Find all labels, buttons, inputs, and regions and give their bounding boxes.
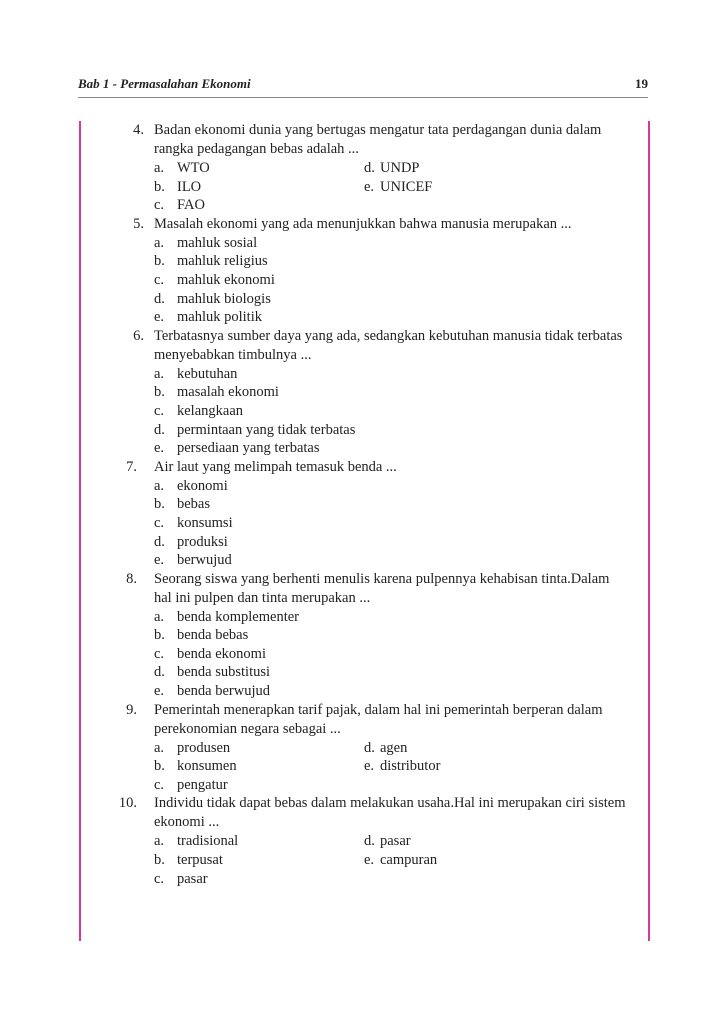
option-text: distributor: [380, 758, 441, 775]
option-text: UNDP: [380, 160, 420, 176]
option-letter: d.: [364, 160, 375, 176]
option-text: masalah ekonomi: [177, 384, 279, 401]
answer-option-row: [0, 234, 728, 253]
option-text: UNICEF: [380, 178, 433, 195]
answer-option-row: [0, 439, 728, 458]
option-letter: a.: [154, 234, 165, 251]
question-line: [0, 589, 728, 608]
question-line: [0, 458, 728, 477]
answer-option-row: [0, 551, 728, 570]
option-text: WTO: [177, 160, 210, 176]
question-text: Air laut yang melimpah temasuk benda ...: [154, 458, 397, 475]
option-text: pasar: [177, 870, 208, 887]
page-number: 19: [635, 76, 648, 91]
option-text: konsumsi: [177, 514, 233, 531]
option-letter: e.: [154, 552, 165, 569]
question-item: [0, 701, 728, 795]
option-text: benda substitusi: [177, 664, 271, 681]
answer-option-row: [0, 626, 728, 645]
option-text: konsumen: [177, 758, 237, 775]
answer-option-row: [0, 870, 728, 889]
question-line: [0, 327, 728, 346]
option-text: benda bebas: [177, 627, 249, 644]
answer-option-row: [0, 178, 728, 197]
option-text: bebas: [177, 496, 211, 513]
page-header: [78, 76, 648, 96]
question-text: rangka pedagangan bebas adalah ...: [154, 141, 359, 157]
answer-option-row: [0, 290, 728, 309]
option-letter: b.: [154, 384, 165, 401]
option-text: pasar: [380, 833, 411, 850]
option-text: kelangkaan: [177, 402, 244, 419]
option-letter: b.: [154, 627, 165, 644]
option-letter: c.: [154, 514, 165, 531]
option-letter: c.: [154, 271, 165, 288]
option-text: tradisional: [177, 833, 239, 850]
option-text: benda ekonomi: [177, 645, 266, 662]
answer-option-row: [0, 832, 728, 851]
question-text: Masalah ekonomi yang ada menunjukkan bahwa manusia merupakan ...: [154, 215, 572, 232]
option-letter: d.: [154, 290, 165, 307]
question-line: [0, 121, 728, 140]
answer-option-row: [0, 776, 728, 795]
answer-option-row: [0, 533, 728, 552]
question-line: [0, 570, 728, 589]
option-text: produksi: [177, 533, 228, 550]
option-letter: a.: [154, 739, 165, 756]
question-text: ekonomi ...: [154, 814, 220, 831]
option-text: permintaan yang tidak terbatas: [177, 421, 356, 438]
answer-option-row: [0, 271, 728, 290]
question-list: [0, 121, 728, 888]
option-letter: e.: [154, 440, 165, 457]
option-text: FAO: [177, 197, 205, 214]
option-letter: e.: [154, 309, 165, 326]
option-text: ekonomi: [177, 477, 228, 494]
option-letter: b.: [154, 253, 165, 270]
option-text: mahluk ekonomi: [177, 271, 275, 288]
option-text: mahluk sosial: [177, 234, 258, 251]
option-letter: d.: [364, 739, 375, 756]
answer-option-row: [0, 252, 728, 271]
answer-option-row: [0, 682, 728, 701]
question-line: [0, 215, 728, 234]
option-letter: b.: [154, 496, 165, 513]
answer-option-row: [0, 608, 728, 627]
chapter-title: Bab 1 - Permasalahan Ekonomi: [78, 76, 251, 91]
question-text: Terbatasnya sumber daya yang ada, sedangkan kebutuhan manusia tidak terbatas: [154, 327, 623, 344]
option-text: berwujud: [177, 552, 232, 569]
question-line: [0, 140, 728, 159]
option-letter: e.: [154, 683, 165, 700]
option-text: benda berwujud: [177, 683, 271, 700]
option-text: mahluk politik: [177, 309, 262, 326]
answer-option-row: [0, 851, 728, 870]
question-text: perekonomian negara sebagai ...: [154, 720, 341, 737]
option-text: terpusat: [177, 852, 223, 869]
question-number: 10.: [118, 795, 137, 812]
question-text: Individu tidak dapat bebas dalam melakukan usaha.Hal ini merupakan ciri sistem: [154, 795, 626, 812]
answer-option-row: [0, 196, 728, 215]
question-item: [0, 327, 728, 458]
answer-option-row: [0, 421, 728, 440]
answer-option-row: [0, 402, 728, 421]
question-item: [0, 121, 728, 215]
question-line: [0, 701, 728, 720]
option-text: benda komplementer: [177, 608, 299, 625]
answer-option-row: [0, 308, 728, 327]
option-letter: b.: [154, 852, 165, 869]
question-number: 6.: [133, 327, 144, 344]
option-letter: c.: [154, 197, 165, 214]
option-letter: e.: [364, 852, 375, 869]
option-letter: d.: [154, 421, 165, 438]
option-text: produsen: [177, 739, 231, 756]
question-number: 5.: [133, 215, 144, 232]
option-letter: b.: [154, 178, 165, 195]
option-letter: c.: [154, 776, 165, 793]
question-line: [0, 720, 728, 739]
option-letter: d.: [154, 533, 165, 550]
option-letter: a.: [154, 365, 165, 382]
question-text: menyebabkan timbulnya ...: [154, 346, 312, 363]
option-letter: c.: [154, 402, 165, 419]
question-number: 8.: [126, 570, 137, 587]
option-letter: c.: [154, 645, 165, 662]
question-item: [0, 215, 728, 327]
option-text: mahluk biologis: [177, 290, 271, 307]
question-item: [0, 794, 728, 888]
option-text: agen: [380, 739, 408, 756]
option-text: pengatur: [177, 776, 228, 793]
question-text: Badan ekonomi dunia yang bertugas mengatur tata perdagangan dunia dalam: [154, 122, 602, 138]
header-divider: [78, 97, 648, 98]
answer-option-row: [0, 663, 728, 682]
option-letter: e.: [364, 178, 375, 195]
answer-option-row: [0, 739, 728, 758]
answer-option-row: [0, 383, 728, 402]
option-text: campuran: [380, 852, 438, 869]
question-number: 7.: [126, 458, 137, 475]
option-text: kebutuhan: [177, 365, 238, 382]
option-letter: d.: [154, 664, 165, 681]
question-item: [0, 570, 728, 701]
option-letter: a.: [154, 608, 165, 625]
question-line: [0, 813, 728, 832]
option-letter: a.: [154, 477, 165, 494]
answer-option-row: [0, 757, 728, 776]
question-item: [0, 458, 728, 570]
option-letter: d.: [364, 833, 375, 850]
question-line: [0, 794, 728, 813]
option-letter: e.: [364, 758, 375, 775]
option-letter: a.: [154, 160, 165, 176]
question-text: Seorang siswa yang berhenti menulis karena pulpennya kehabisan tinta.Dalam: [154, 570, 610, 587]
option-letter: a.: [154, 833, 165, 850]
answer-option-row: [0, 477, 728, 496]
question-text: Pemerintah menerapkan tarif pajak, dalam hal ini pemerintah berperan dalam: [154, 701, 603, 718]
option-text: persediaan yang terbatas: [177, 440, 320, 457]
answer-option-row: [0, 495, 728, 514]
option-text: mahluk religius: [177, 253, 268, 270]
answer-option-row: [0, 365, 728, 384]
question-number: 9.: [126, 701, 137, 718]
question-text: hal ini pulpen dan tinta merupakan ...: [154, 589, 371, 606]
question-line: [0, 346, 728, 365]
answer-option-row: [0, 645, 728, 664]
option-letter: b.: [154, 758, 165, 775]
answer-option-row: [0, 159, 728, 178]
option-text: ILO: [177, 178, 202, 195]
question-number: 4.: [133, 122, 144, 138]
option-letter: c.: [154, 870, 165, 887]
answer-option-row: [0, 514, 728, 533]
